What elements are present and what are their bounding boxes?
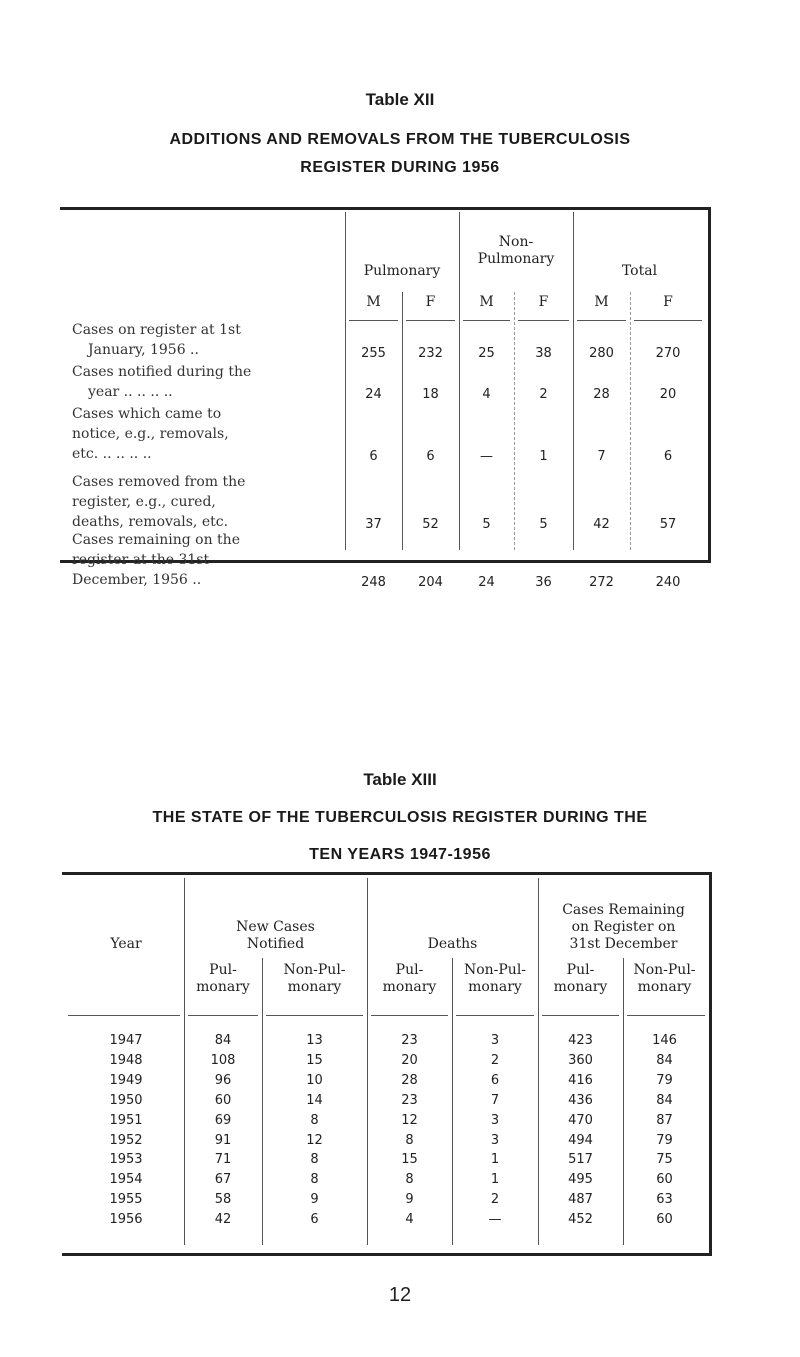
- table-13-cell: 1: [490, 1172, 500, 1188]
- table-13-cell: 108: [210, 1052, 236, 1068]
- table-13-cell: 20: [401, 1052, 418, 1068]
- table-13-cell: 60: [214, 1092, 232, 1108]
- table-12-cell: 5: [539, 517, 548, 532]
- table-13-sub-header: Non-Pul- monary: [463, 962, 527, 995]
- table-12-cell: 240: [655, 575, 681, 590]
- table-12-row-label: register at the 31st: [72, 552, 210, 568]
- table-13-cell: 79: [656, 1132, 673, 1148]
- table-12-group-header: Non- Pulmonary: [477, 234, 555, 267]
- table-13-sub-header: Pul- monary: [382, 962, 437, 995]
- page-number: 12: [388, 1284, 412, 1306]
- table-13-cell: 9: [405, 1192, 414, 1208]
- table-13-sub-header: Pul- monary: [553, 962, 608, 995]
- table-12-cell: 24: [478, 575, 495, 590]
- table-13-cell: 96: [214, 1072, 232, 1088]
- table-13-cell: 8: [310, 1172, 319, 1188]
- table-12-cell: 1: [539, 449, 548, 464]
- table-13-year-header: Year: [110, 936, 142, 952]
- table-12-cell: 272: [589, 575, 614, 590]
- table-12-row-label: etc. .. .. .. ..: [72, 446, 152, 462]
- table-13-cell: 452: [568, 1212, 593, 1228]
- table-12-cell: 28: [593, 387, 610, 402]
- table-13-header-rule: [266, 1015, 363, 1016]
- table-13-cell: 87: [656, 1112, 673, 1128]
- table-13-sub-header: Non-Pul- monary: [283, 962, 346, 995]
- table-13-cell: 4: [405, 1212, 414, 1228]
- table-13-cell: 8: [405, 1172, 414, 1188]
- table-13-cell: 360: [568, 1052, 593, 1068]
- table-13-cell: 60: [656, 1212, 673, 1228]
- table-13-cell: 2: [490, 1192, 500, 1208]
- table-12-column-rule: [630, 292, 631, 550]
- table-12-group-header: Total: [621, 263, 658, 279]
- table-12-row-label: Cases remaining on the: [72, 532, 240, 548]
- table-13-header-rule: [456, 1015, 534, 1016]
- table-12-cell: 280: [589, 346, 614, 361]
- table-13-cell: 436: [568, 1092, 593, 1108]
- table-12-cell: 42: [593, 517, 610, 532]
- table-12-column-rule: [402, 292, 403, 550]
- table-13-cell: 84: [656, 1052, 673, 1068]
- table-13-cell: 146: [652, 1033, 677, 1048]
- table-13-cell: 416: [568, 1072, 593, 1088]
- table-12-cell: 248: [361, 575, 386, 590]
- table-13-cell: 3: [490, 1033, 500, 1048]
- table-12-header-rule: [406, 320, 455, 321]
- table-13-cell: 28: [401, 1072, 418, 1088]
- table-13-title-line1: THE STATE OF THE TUBERCULOSIS REGISTER DURING THE: [152, 809, 648, 826]
- table-12-cell: 20: [659, 387, 677, 402]
- table-12-cell: 6: [369, 449, 378, 464]
- table-13-cell: 84: [656, 1092, 673, 1108]
- table-13-cell: 60: [656, 1172, 673, 1188]
- table-12-title-line1: ADDITIONS AND REMOVALS FROM THE TUBERCULOSIS: [169, 131, 631, 148]
- table-13-cell: 71: [214, 1152, 232, 1168]
- table-13-cell: 6: [490, 1072, 500, 1088]
- table-13-cell: 6: [310, 1212, 319, 1228]
- table-13-cell: 75: [656, 1152, 673, 1168]
- table-13-group-header: Deaths: [427, 936, 478, 952]
- table-13-header-rule: [627, 1015, 705, 1016]
- table-13-cell: —: [488, 1212, 502, 1228]
- table-12-cell: 18: [422, 387, 439, 402]
- table-12-row-label: Cases which came to: [72, 406, 222, 422]
- table-12-sex-header: M: [594, 294, 609, 310]
- table-13-cell: 9: [310, 1192, 319, 1208]
- table-13-year-cell: 1950: [109, 1092, 143, 1108]
- table-13-cell: 495: [568, 1172, 593, 1188]
- table-12-cell: 57: [659, 517, 677, 532]
- table-12-header-rule: [518, 320, 569, 321]
- table-13-cell: 63: [656, 1192, 673, 1208]
- table-12-cell: 36: [535, 575, 552, 590]
- table-12-cell: 2: [539, 387, 548, 402]
- table-12-cell: 6: [663, 449, 673, 464]
- table-13-cell: 470: [568, 1112, 593, 1128]
- table-12-row-label: December, 1956 ..: [72, 572, 202, 588]
- table-13-sub-header: Non-Pul- monary: [633, 962, 696, 995]
- table-13-cell: 3: [490, 1132, 500, 1148]
- table-12-row-label: notice, e.g., removals,: [72, 426, 229, 442]
- table-12-header-rule: [463, 320, 510, 321]
- table-13-cell: 8: [405, 1132, 414, 1148]
- table-13-cell: 91: [214, 1132, 232, 1148]
- table-12-cell: 232: [418, 346, 443, 361]
- table-13-cell: 8: [310, 1112, 319, 1128]
- table-13-year-cell: 1953: [109, 1152, 143, 1168]
- table-13-group-header: Cases Remaining on Register on 31st December: [562, 902, 685, 952]
- table-12-cell: 52: [422, 517, 439, 532]
- table-12-cell: 38: [535, 346, 552, 361]
- table-13-label: Table XIII: [363, 770, 437, 789]
- table-12-header-rule: [577, 320, 626, 321]
- table-12-row-label: year .. .. .. ..: [88, 384, 173, 400]
- table-12-sex-header: M: [366, 294, 381, 310]
- table-13-cell: 23: [401, 1033, 418, 1048]
- table-13-cell: 494: [568, 1132, 593, 1148]
- table-13-cell: 7: [490, 1092, 500, 1108]
- table-13-sub-header: Pul- monary: [196, 962, 250, 995]
- table-13-cell: 58: [214, 1192, 232, 1208]
- table-13-cell: 42: [214, 1212, 232, 1228]
- table-13-cell: 12: [401, 1112, 418, 1128]
- table-13-cell: 12: [306, 1132, 323, 1148]
- table-12-row-label: register, e.g., cured,: [72, 494, 216, 510]
- table-13-cell: 2: [490, 1052, 500, 1068]
- table-13-cell: 15: [401, 1152, 418, 1168]
- table-13-year-cell: 1948: [109, 1052, 143, 1068]
- table-12-cell: 24: [365, 387, 382, 402]
- table-12-cell: 270: [655, 346, 681, 361]
- table-13-cell: 84: [214, 1033, 232, 1048]
- table-12-row-label: Cases on register at 1st: [72, 322, 241, 338]
- table-13-cell: 423: [568, 1033, 593, 1048]
- table-12-title-line2: REGISTER DURING 1956: [300, 159, 500, 176]
- table-13-cell: 487: [568, 1192, 593, 1208]
- table-13-year-cell: 1951: [109, 1112, 143, 1128]
- table-12-label: Table XII: [365, 90, 435, 109]
- table-13-cell: 79: [656, 1072, 673, 1088]
- table-12-row-label: Cases notified during the: [72, 364, 252, 380]
- table-13-cell: 69: [214, 1112, 232, 1128]
- table-13-cell: 13: [306, 1033, 323, 1048]
- table-13-group-header: New Cases Notified: [236, 919, 315, 952]
- table-13-cell: 23: [401, 1092, 418, 1108]
- table-13-header-rule: [188, 1015, 258, 1016]
- table-12-sex-header: F: [425, 294, 436, 310]
- table-13-cell: 14: [306, 1092, 323, 1108]
- table-12-cell: 204: [418, 575, 443, 590]
- table-12-header-rule: [634, 320, 702, 321]
- table-12-cell: 5: [482, 517, 491, 532]
- table-13-title-line2: TEN YEARS 1947-1956: [309, 846, 491, 863]
- table-12-sex-header: F: [538, 294, 549, 310]
- table-13-cell: 3: [490, 1112, 500, 1128]
- table-12-cell: 7: [597, 449, 606, 464]
- table-12-group-header: Pulmonary: [363, 263, 441, 279]
- table-12-cell: 4: [482, 387, 491, 402]
- table-13-year-cell: 1956: [109, 1212, 143, 1228]
- table-12-cell: 6: [426, 449, 435, 464]
- table-12-column-rule: [514, 292, 515, 550]
- table-13-cell: 15: [306, 1052, 323, 1068]
- table-12-row-label: deaths, removals, etc.: [72, 514, 229, 530]
- table-13-year-cell: 1952: [109, 1132, 143, 1148]
- table-13-cell: 1: [490, 1152, 500, 1168]
- table-13-cell: 517: [568, 1152, 593, 1168]
- table-13-cell: 10: [306, 1072, 323, 1088]
- table-13-cell: 8: [310, 1152, 319, 1168]
- table-12-header-rule: [349, 320, 398, 321]
- table-13-year-cell: 1949: [109, 1072, 143, 1088]
- table-12-row-label: Cases removed from the: [72, 474, 246, 490]
- table-12-cell: 37: [365, 517, 382, 532]
- table-13-year-cell: 1955: [109, 1192, 143, 1208]
- table-13-header-rule: [68, 1015, 180, 1016]
- table-13-cell: 67: [214, 1172, 232, 1188]
- table-13-year-cell: 1947: [109, 1033, 143, 1048]
- table-12-sex-header: M: [479, 294, 494, 310]
- table-13-year-cell: 1954: [109, 1172, 143, 1188]
- table-13-header-rule: [371, 1015, 448, 1016]
- table-12-row-label: January, 1956 ..: [88, 342, 199, 358]
- table-12-cell: 25: [478, 346, 495, 361]
- table-13-header-rule: [542, 1015, 619, 1016]
- table-12-cell: —: [480, 449, 493, 464]
- table-12-cell: 255: [361, 346, 386, 361]
- table-12-sex-header: F: [663, 294, 673, 310]
